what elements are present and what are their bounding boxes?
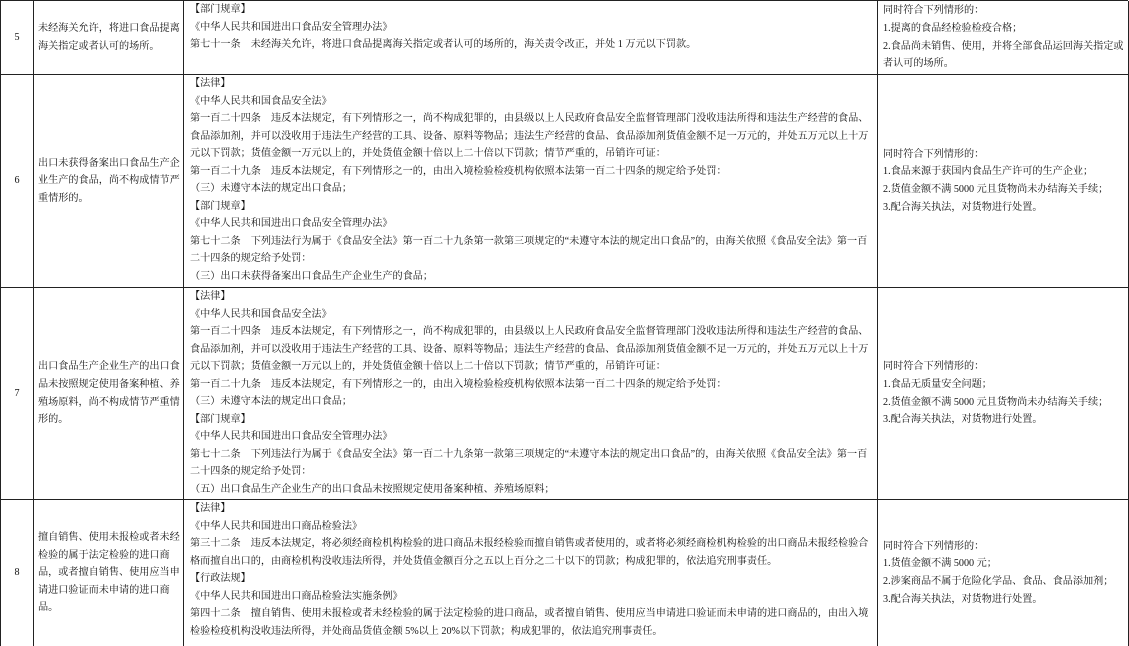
condition-line: 同时符合下列情形的： [883, 540, 985, 552]
condition-line: 2.食品尚未销售、使用，并将全部食品运回海关指定或者认可的场所。 [883, 40, 1124, 70]
violation-description: 出口食品生产企业生产的出口食品未按照规定使用备案种植、养殖场原料，尚不构成情节严重情形的。 [34, 288, 184, 500]
legal-basis-line: （三）出口未获得备案出口食品生产企业生产的食品； [190, 271, 433, 283]
condition-line: 1.食品无质量安全问题； [883, 378, 992, 390]
legal-basis-line: 《中华人民共和国食品安全法》 [190, 95, 332, 107]
conditions [878, 500, 1129, 646]
condition-line: 同时符合下列情形的： [883, 361, 985, 373]
legal-basis [184, 1, 878, 75]
legal-basis-line: 《中华人民共和国进出口商品检验法》 [190, 520, 363, 532]
legal-basis-line: 第一百二十四条 违反本法规定，有下列情形之一，尚不构成犯罪的，由县级以上人民政府食品安全监督管理部门没收违法所得和违法生产经营的食品、食品添加剂，并可以没收用于违法生产经营的工具、设备、原料等物品；违法生产经营的食品、食品添加剂货值金额不足一万元的，并处五万元以上十万元以下罚款；货值金额一万元以上的，并处货值金额十倍以上二十倍以下罚款；情节严重的，吊销许可证： [190, 326, 869, 373]
condition-line: 2.货值金额不满 5000 元且货物尚未办结海关手续； [883, 396, 1109, 408]
legal-basis-line: 【法律】 [190, 78, 231, 89]
legal-basis-line: 【部门规章】 [190, 200, 251, 212]
row-number: 7 [1, 288, 34, 500]
legal-basis-line: 第三十二条 违反本法规定，将必须经商检机构检验的进口商品未报经检验而擅自销售或者使用的，或者将必须经商检机构检验的出口商品未报经检验合格而擅自出口的，由商检机构没收违法所得，并处货值金额百分之五以上百分之二十以下的罚款；构成犯罪的，依法追究刑事责任。 [190, 538, 869, 567]
conditions [878, 1, 1129, 75]
condition-line: 2.涉案商品不属于危险化学品、食品、食品添加剂； [883, 576, 1114, 587]
row-number: 6 [1, 75, 34, 288]
row-number: 5 [1, 1, 34, 75]
violation-description: 未经海关允许，将进口食品提离海关指定或者认可的场所。 [34, 1, 184, 75]
condition-line: 3.配合海关执法，对货物进行处置。 [883, 414, 1043, 426]
legal-basis-line: 《中华人民共和国进出口食品安全管理办法》 [190, 218, 393, 230]
legal-basis-line: 《中华人民共和国进出口食品安全管理办法》 [190, 431, 393, 443]
condition-line: 1.食品来源于获国内食品生产许可的生产企业； [883, 166, 1094, 178]
legal-basis-line: 第七十二条 下列违法行为属于《食品安全法》第一百二十九条第一款第三项规定的“未遵守本法的规定出口食品”的，由海关依照《食品安全法》第一百二十四条的规定给予处罚： [190, 448, 868, 478]
legal-basis-line: 《中华人民共和国进出口商品检验法实施条例》 [190, 590, 403, 602]
row-number: 8 [1, 500, 34, 646]
condition-line: 1.货值金额不满 5000 元； [883, 558, 997, 570]
legal-basis [184, 500, 878, 646]
legal-basis [184, 75, 878, 288]
condition-line: 1.提离的食品经检验检疫合格； [883, 22, 1023, 34]
legal-basis-line: 第七十一条 未经海关允许，将进口食品提离海关指定或者认可的场所的，海关责令改正，并处 1 万元以下罚款。 [190, 39, 697, 51]
legal-basis-line: 【行政法规】 [190, 573, 251, 585]
condition-line: 同时符合下列情形的： [883, 5, 985, 17]
condition-line: 3.配合海关执法，对货物进行处置。 [883, 593, 1043, 605]
violation-description: 擅自销售、使用未报检或者未经检验的属于法定检验的进口商品，或者擅自销售、使用应当申请进口验证而未申请的进口商品。 [34, 500, 184, 646]
legal-basis-line: 【法律】 [190, 291, 231, 302]
condition-line: 3.配合海关执法，对货物进行处置。 [883, 201, 1043, 213]
conditions [878, 75, 1129, 288]
legal-basis-line: 第七十二条 下列违法行为属于《食品安全法》第一百二十九条第一款第三项规定的“未遵守本法的规定出口食品”的，由海关依照《食品安全法》第一百二十四条的规定给予处罚： [190, 235, 868, 265]
condition-line: 同时符合下列情形的： [883, 148, 985, 160]
violation-description: 出口未获得备案出口食品生产企业生产的食品，尚不构成情节严重情形的。 [34, 75, 184, 288]
legal-basis-line: 第一百二十九条 违反本法规定，有下列情形之一的，由出入境检验检疫机构依照本法第一百二十四条的规定给予处罚： [190, 165, 727, 177]
legal-basis-line: （三）未遵守本法的规定出口食品； [190, 183, 352, 195]
legal-basis-line: 《中华人民共和国进出口食品安全管理办法》 [190, 21, 393, 33]
legal-basis-line: 【部门规章】 [190, 413, 251, 425]
legal-basis-line: 第一百二十四条 违反本法规定，有下列情形之一，尚不构成犯罪的，由县级以上人民政府食品安全监督管理部门没收违法所得和违法生产经营的食品、食品添加剂，并可以没收用于违法生产经营的工具、设备、原料等物品；违法生产经营的食品、食品添加剂货值金额不足一万元的，并处五万元以上十万元以下罚款；货值金额一万元以上的，并处货值金额十倍以上二十倍以下罚款；情节严重的，吊销许可证： [190, 113, 869, 160]
legal-basis [184, 288, 878, 500]
conditions [878, 288, 1129, 500]
legal-basis-line: 【部门规章】 [190, 4, 251, 15]
legal-basis-line: （五）出口食品生产企业生产的出口食品未按照规定使用备案种植、养殖场原料； [190, 484, 555, 496]
legal-basis-line: （三）未遵守本法的规定出口食品； [190, 396, 352, 408]
legal-basis-line: 第四十二条 擅自销售、使用未报检或者未经检验的属于法定检验的进口商品，或者擅自销售、使用应当申请进口验证而未申请的进口商品的，由出入境检验检疫机构没收违法所得，并处商品货值金额 5%以上 20%以下罚款；构成犯罪的，依法追究刑事责任。 [190, 608, 869, 637]
legal-basis-line: 【法律】 [190, 503, 231, 514]
legal-basis-line: 第一百二十九条 违反本法规定，有下列情形之一的，由出入境检验检疫机构依照本法第一百二十四条的规定给予处罚： [190, 378, 727, 390]
legal-basis-line: 《中华人民共和国食品安全法》 [190, 308, 332, 320]
condition-line: 2.货值金额不满 5000 元且货物尚未办结海关手续； [883, 184, 1109, 195]
